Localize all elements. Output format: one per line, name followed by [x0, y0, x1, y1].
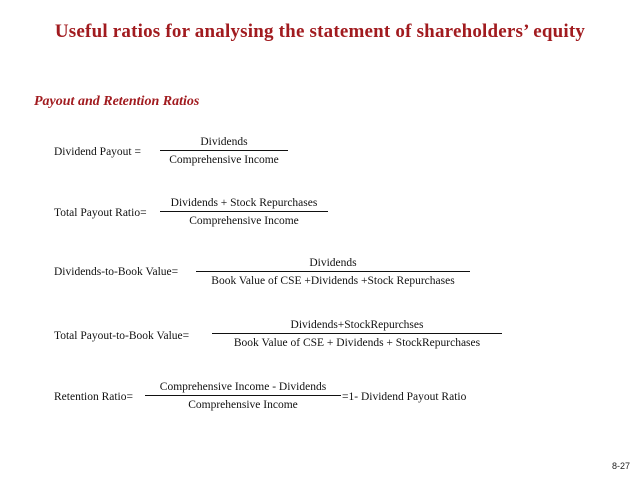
formula-label: Total Payout-to-Book Value=	[54, 330, 190, 342]
fraction-numerator: Comprehensive Income - Dividends	[159, 381, 327, 393]
fraction	[212, 319, 502, 349]
formula-equivalence: =1- Dividend Payout Ratio	[342, 391, 467, 403]
formula-label: Dividend Payout =	[54, 146, 141, 158]
page-number: 8-27	[611, 461, 630, 471]
formula-label: Retention Ratio=	[54, 391, 133, 403]
section-subtitle: Payout and Retention Ratios	[34, 94, 200, 109]
fraction	[160, 136, 288, 166]
fraction-numerator: Dividends + Stock Repurchases	[170, 197, 318, 209]
formula-label: Dividends-to-Book Value=	[54, 266, 179, 278]
formula-label: Total Payout Ratio=	[54, 207, 147, 219]
fraction	[160, 197, 328, 227]
fraction	[145, 381, 341, 411]
slide-title: Useful ratios for analysing the statement of shareholders’ equity	[54, 21, 586, 42]
fraction-numerator: Dividends	[200, 136, 248, 148]
fraction-denominator: Book Value of CSE + Dividends + StockRepurchases	[233, 337, 481, 349]
fraction-denominator: Comprehensive Income	[188, 399, 298, 411]
fraction-numerator: Dividends+StockRepurchses	[290, 319, 424, 331]
fraction-denominator: Comprehensive Income	[189, 215, 299, 227]
fraction-denominator: Book Value of CSE +Dividends +Stock Repurchases	[211, 275, 455, 287]
fraction	[196, 257, 470, 287]
fraction-denominator: Comprehensive Income	[169, 154, 279, 166]
fraction-numerator: Dividends	[309, 257, 357, 269]
